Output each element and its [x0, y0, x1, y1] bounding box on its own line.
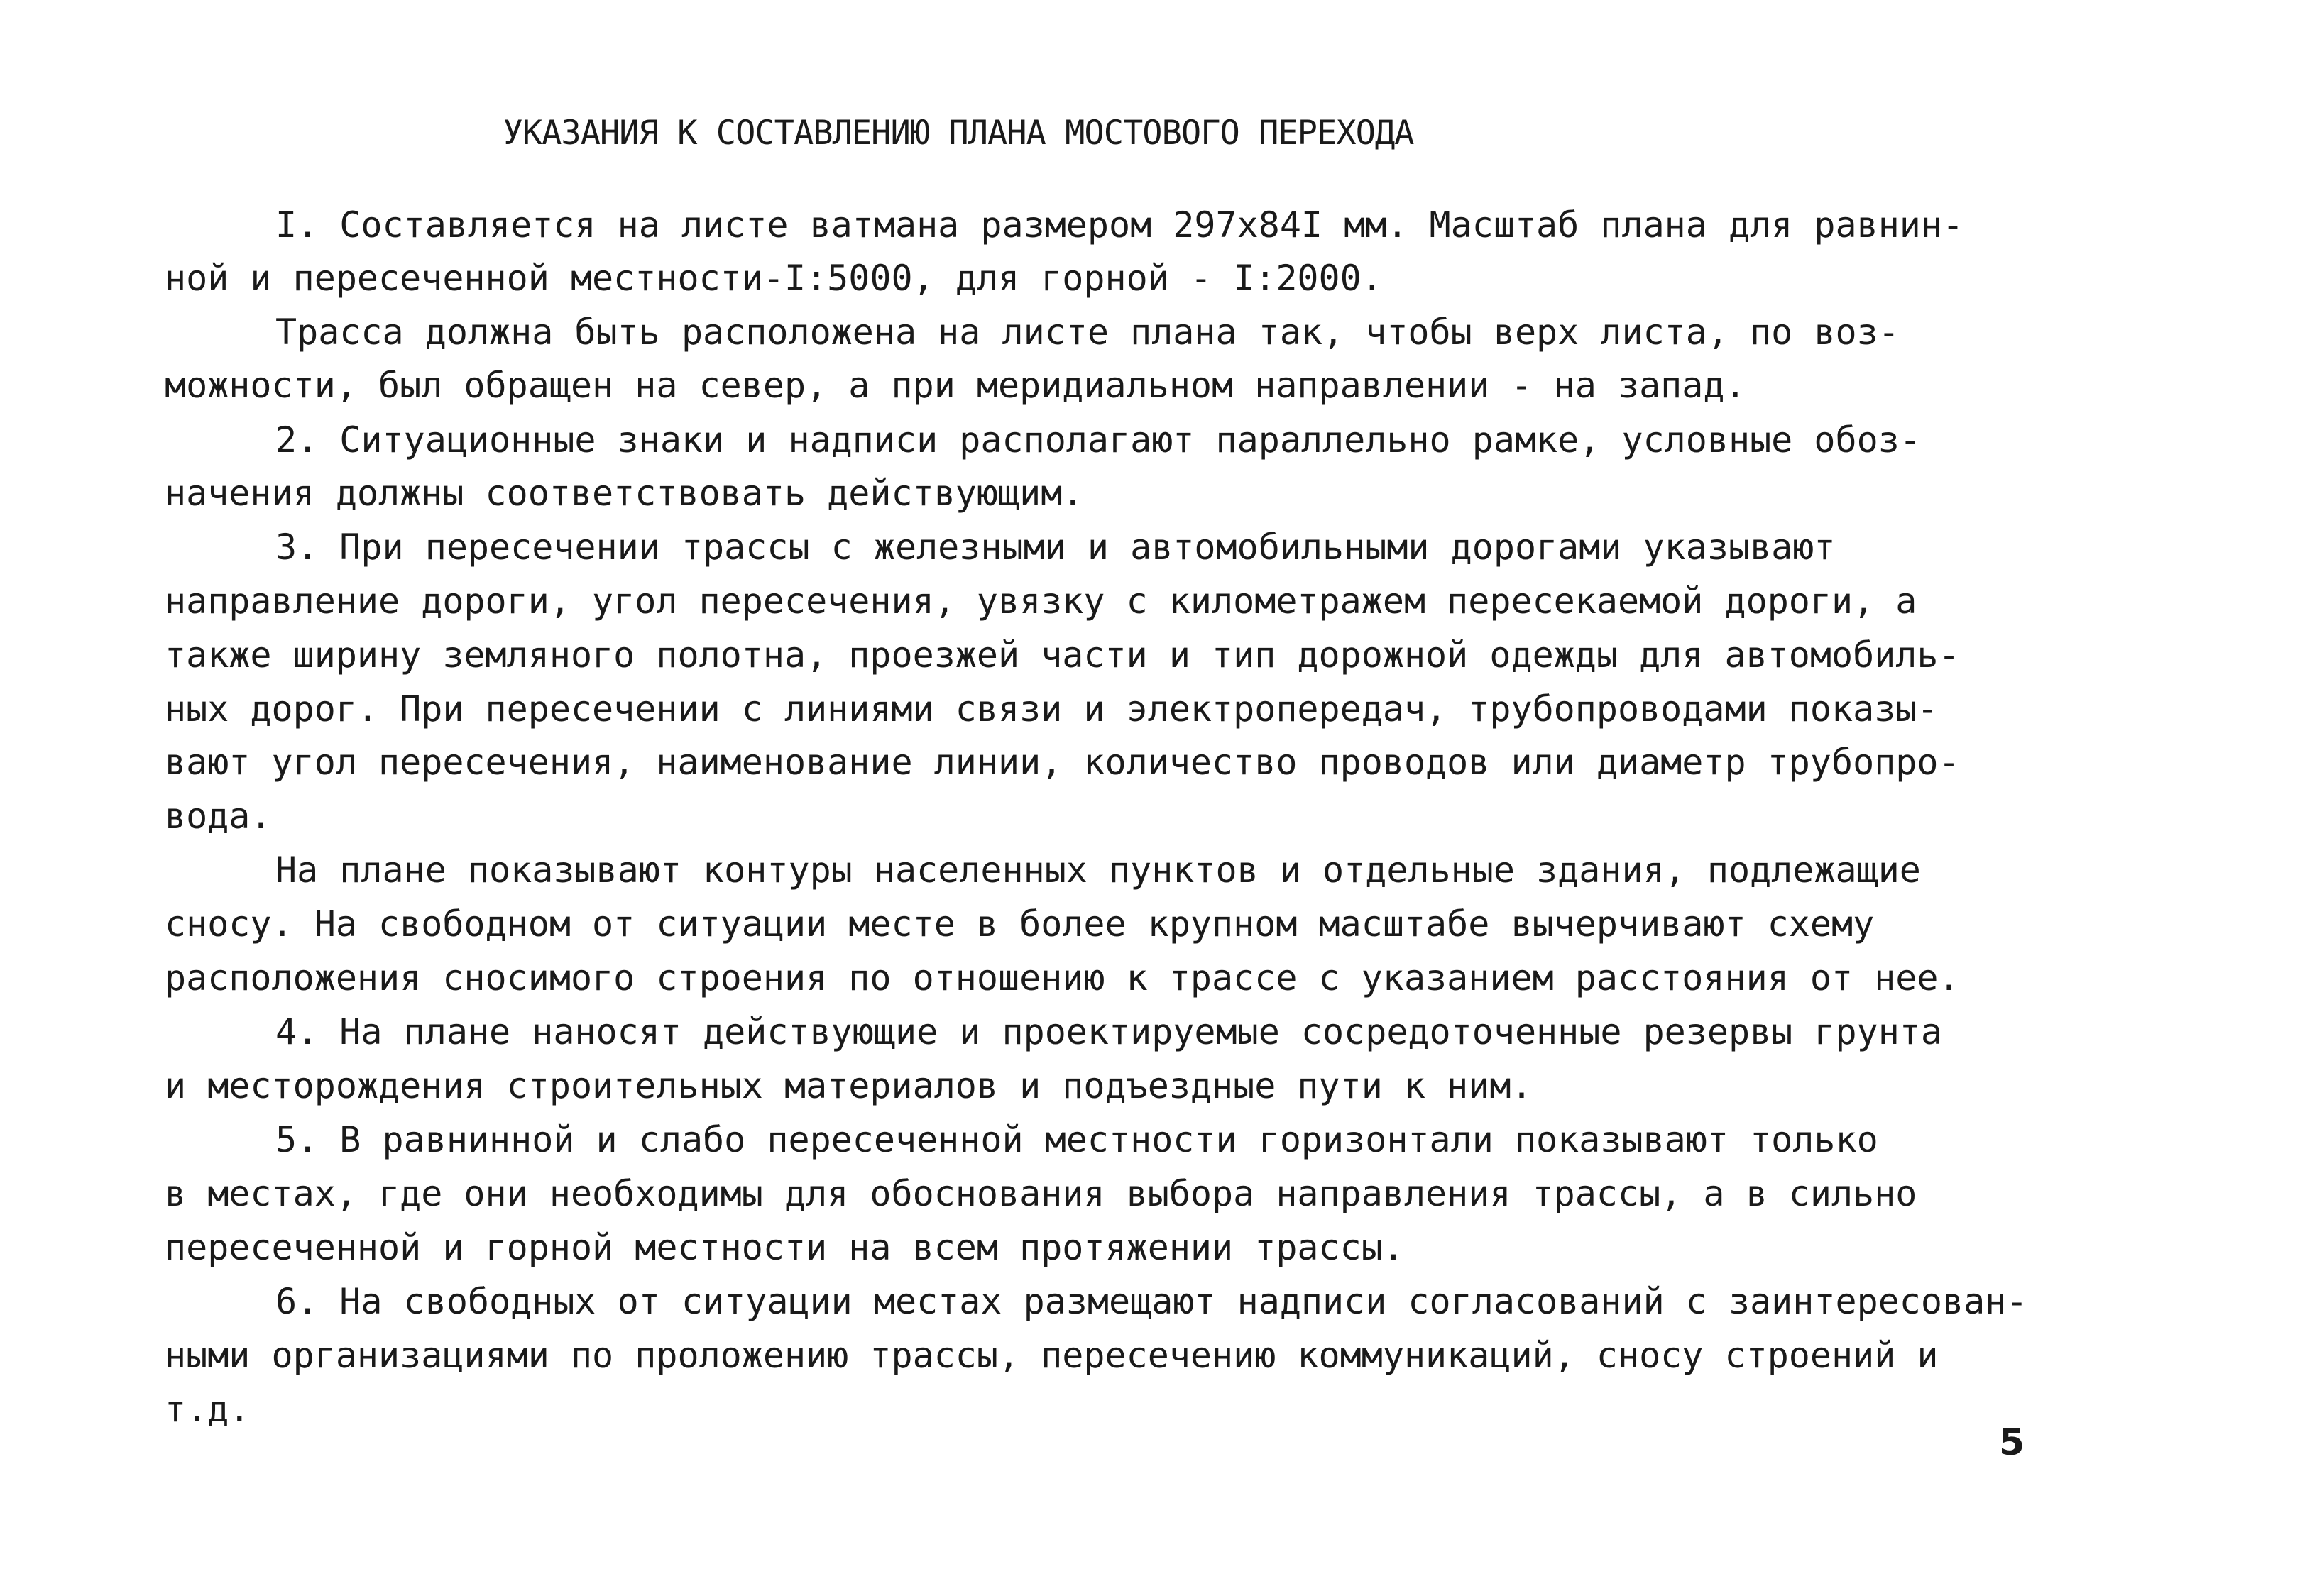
page-number: 5 — [1999, 1421, 2025, 1464]
paragraph-4-line-2: и месторождения строительных материалов и подъездные пути к ним. — [165, 1065, 1533, 1106]
paragraph-2-line-1: 2. Ситуационные знаки и надписи располагают параллельно рамке, условные обоз- — [275, 419, 1921, 461]
paragraph-4-line-1: 4. На плане наносят действующие и проектируемые сосредоточенные резервы грунта — [275, 1011, 1942, 1052]
paragraph-6-line-1: 6. На свободных от ситуации местах размещают надписи согласований с заинтересован- — [275, 1281, 2028, 1322]
paragraph-6-line-2: ными организациями по проложению трассы, пересечению коммуникаций, сносу строений и — [165, 1335, 1939, 1376]
paragraph-3b-line-3: расположения сносимого строения по отношению к трассе с указанием расстояния от нее. — [165, 957, 1960, 998]
paragraph-3-line-5: вают угол пересечения, наименование линии, количество проводов или диаметр трубопро- — [165, 742, 1960, 783]
paragraph-3-line-1: 3. При пересечении трассы с железными и автомобильными дорогами указывают — [275, 527, 1836, 568]
paragraph-1b-line-1: Трасса должна быть расположена на листе плана так, чтобы верх листа, по воз- — [275, 312, 1900, 353]
paragraph-1-line-2: ной и пересеченной местности-I:5000, для горной - I:2000. — [165, 258, 1383, 299]
paragraph-3-line-4: ных дорог. При пересечении с линиями связи и электропередач, трубопроводами показы- — [165, 688, 1939, 730]
paragraph-6-line-3: т.д. — [165, 1389, 251, 1430]
paragraph-3-line-6: вода. — [165, 796, 272, 837]
paragraph-1b-line-2: можности, был обращен на север, а при меридиальном направлении - на запад. — [165, 365, 1746, 406]
paragraph-2-line-2: начения должны соответствовать действующим. — [165, 473, 1084, 514]
paragraph-1-line-1: I. Составляется на листе ватмана размером 297х84I мм. Масштаб плана для равнин- — [275, 204, 1964, 246]
paragraph-3b-line-2: сносу. На свободном от ситуации месте в более крупном масштабе вычерчивают схему — [165, 903, 1875, 945]
paragraph-3b-line-1: На плане показывают контуры населенных пунктов и отдельные здания, подлежащие — [275, 849, 1921, 891]
paragraph-5-line-3: пересеченной и горной местности на всем протяжении трассы. — [165, 1227, 1404, 1268]
paragraph-3-line-2: направление дороги, угол пересечения, увязку с километражем пересекаемой дороги, а — [165, 580, 1917, 622]
paragraph-5-line-1: 5. В равнинной и слабо пересеченной местности горизонтали показывают только — [275, 1119, 1878, 1160]
page-title: УКАЗАНИЯ К СОСТАВЛЕНИЮ ПЛАНА МОСТОВОГО ПЕРЕХОДА — [503, 114, 1414, 153]
paragraph-3-line-3: также ширину земляного полотна, проезжей части и тип дорожной одежды для автомобиль- — [165, 634, 1960, 676]
paragraph-5-line-2: в местах, где они необходимы для обоснования выбора направления трассы, а в сильно — [165, 1173, 1917, 1214]
